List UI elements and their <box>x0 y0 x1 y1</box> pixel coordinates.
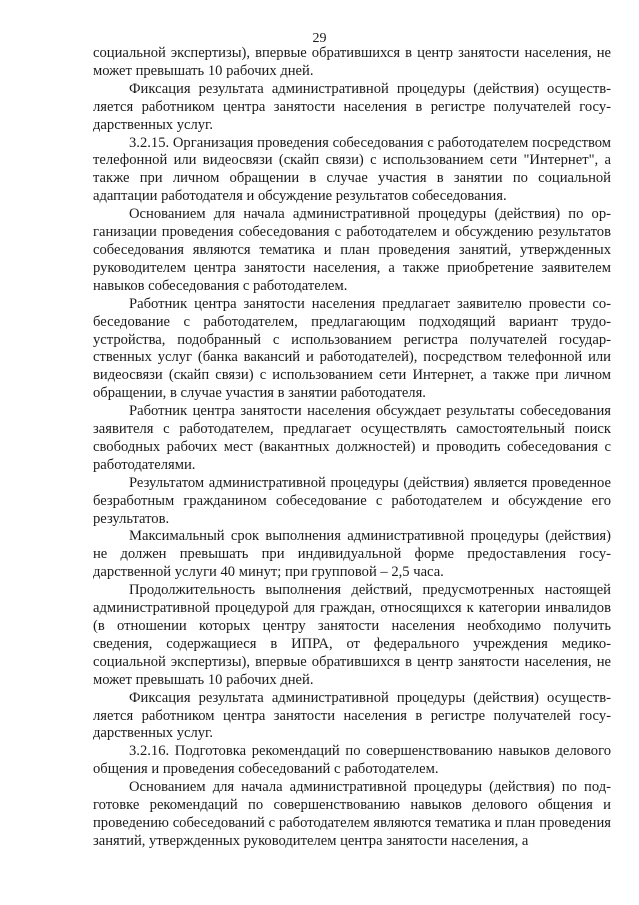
paragraph: Фиксация результата административной процедуры (действия) осуществляется работником центра занятости населения в регистре получателей государственных услуг. <box>93 80 611 133</box>
document-body <box>93 45 611 851</box>
paragraph-continuation: социальной экспертизы), впервые обратившихся в центр занятости населения, не может превышать 10 рабочих дней. <box>93 45 611 79</box>
paragraph: Основанием для начала административной процедуры (действия) по подготовке рекомендаций по совершенствованию навыков делового общения и проведению собеседований с работодателем являются тематика и план проведения занятий, утвержденных руководителем центра занятости населения, а <box>93 779 611 849</box>
paragraph: Результатом административной процедуры (действия) является проведенное безработным гражданином собеседование с работодателем и обсуждение его результатов. <box>93 474 611 527</box>
paragraph: Основанием для начала административной процедуры (действия) по организации проведения собеседования с работодателем и обсуждению результатов собеседования являются тематика и план проведения занятий, утвержденных руководителем центра занятости населения, а также приобретение заявителем навыков собеседования с работодателем. <box>93 206 611 294</box>
page-number: 29 <box>312 31 327 46</box>
section-heading-3-2-16: 3.2.16. Подготовка рекомендаций по совершенствованию навыков делового общения и проведения собеседований с работодателем. <box>93 743 611 778</box>
paragraph: Продолжительность выполнения действий, предусмотренных настоящей административной процедурой для граждан, относящихся к категории инвалидов (в отношении которых центру занятости населения необходимо получить сведения, содержащиеся в ИПРА, от федерального учреждения медико-социальной экспертизы), впервые обратившихся в центр занятости населения, не может превышать 10 рабочих дней. <box>93 582 611 688</box>
section-heading-3-2-15: 3.2.15. Организация проведения собеседования с работодателем посредством телефонной или видеосвязи (скайп связи) с использованием сети "Интернет", а также при личном обращении в случае участия в занятии по социальной адаптации работодателя и обсуждение результатов собеседования. <box>93 134 611 205</box>
paragraph: Работник центра занятости населения обсуждает результаты собеседования заявителя с работодателем, предлагает осуществлять самостоятельный поиск свободных рабочих мест (вакантных должностей) и проводить собеседования с работодателями. <box>93 403 611 473</box>
paragraph: Фиксация результата административной процедуры (действия) осуществляется работником центра занятости населения в регистре получателей государственных услуг. <box>93 689 611 742</box>
paragraph: Работник центра занятости населения предлагает заявителю провести собеседование с работодателем, предлагающим подходящий вариант трудоустройства, подобранный с использованием регистра получателей государственных услуг (банка вакансий и работодателей), посредством телефонной или видеосвязи (скайп связи) с использованием сети Интернет, а также при личном обращении, в случае участия в занятии работодателя. <box>93 295 611 402</box>
paragraph: Максимальный срок выполнения административной процедуры (действия) не должен превышать при индивидуальной форме предоставления государственной услуги 40 минут; при групповой – 2,5 часа. <box>93 528 611 581</box>
